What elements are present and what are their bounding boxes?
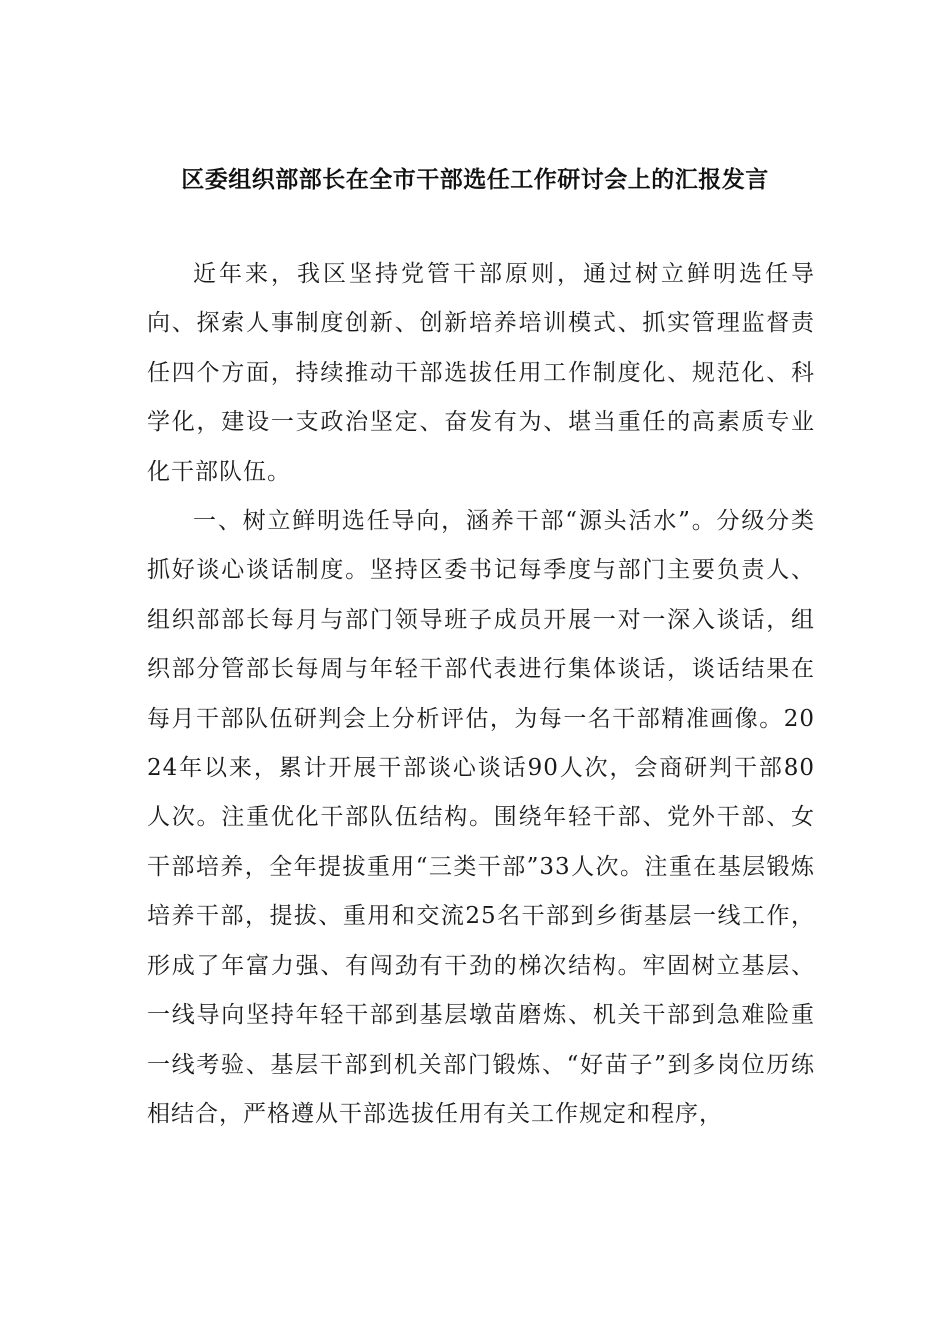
paragraph-section-one: 一、树立鲜明选任导向，涵养干部“源头活水”。分级分类抓好谈心谈话制度。坚持区委书记每季度与部门主要负责人、组织部部长每月与部门领导班子成员开展一对一深入谈话，组织部分管部长每周与年轻干部代表进行集体谈话，谈话结果在每月干部队伍研判会上分析评估，为每一名干部精准画像。2024年以来，累计开展干部谈心谈话90人次，会商研判干部80人次。注重优化干部队伍结构。围绕年轻干部、党外干部、女干部培养，全年提拔重用“三类干部”33人次。注重在基层锻炼培养干部，提拔、重用和交流25名干部到乡街基层一线工作，形成了年富力强、有闯劲有干劲的梯次结构。牢固树立基层、一线导向坚持年轻干部到基层墩苗磨炼、机关干部到急难险重一线考验、基层干部到机关部门锻炼、“好苗子”到多岗位历练相结合，严格遵从干部选拔任用有关工作规定和程序， bbox=[147, 508, 815, 1127]
document-body bbox=[147, 250, 815, 1139]
document-title: 区委组织部部长在全市干部选任工作研讨会上的汇报发言 bbox=[181, 166, 769, 193]
paragraph-intro: 近年来，我区坚持党管干部原则，通过树立鲜明选任导向、探索人事制度创新、创新培养培训模式、抓实管理监督责任四个方面，持续推动干部选拔任用工作制度化、规范化、科学化，建设一支政治坚定、奋发有为、堪当重任的高素质专业化干部队伍。 bbox=[147, 261, 815, 485]
